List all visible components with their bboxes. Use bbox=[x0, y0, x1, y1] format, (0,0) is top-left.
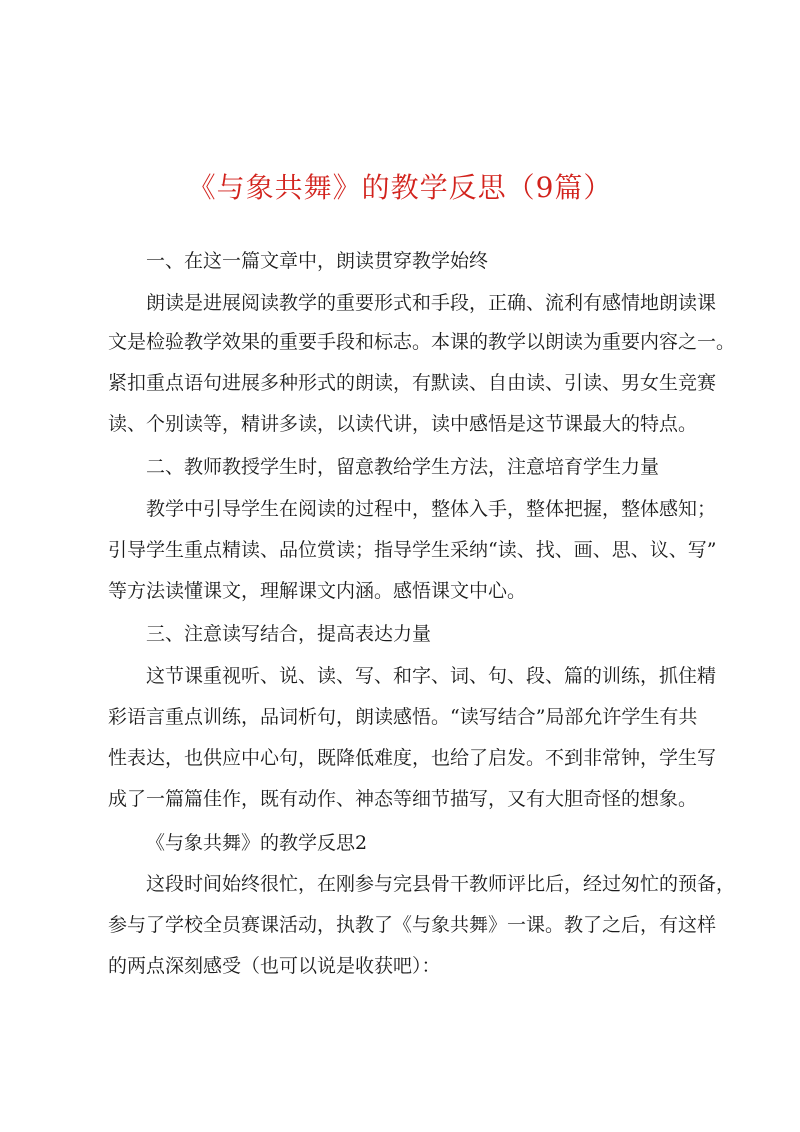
paragraph-line: 读、个别读等，精讲多读，以读代讲，读中感悟是这节课最大的特点。 bbox=[108, 413, 698, 435]
paragraph-line: 文是检验教学效果的重要手段和标志。本课的教学以朗读为重要内容之一。 bbox=[108, 331, 736, 353]
paragraph-line: 等方法读懂课文，理解课文内涵。感悟课文中心。 bbox=[108, 580, 527, 602]
section-heading: 三、注意读写结合，提高表达力量 bbox=[146, 623, 432, 645]
section-heading: 二、教师教授学生时，留意教给学生方法，注意培育学生力量 bbox=[146, 456, 660, 478]
paragraph-line: 朗读是进展阅读教学的重要形式和手段，正确、流利有感情地朗读课 bbox=[146, 292, 717, 314]
section-heading: 一、在这一篇文章中，朗读贯穿教学始终 bbox=[146, 250, 489, 272]
paragraph-line: 紧扣重点语句进展多种形式的朗读，有默读、自由读、引读、男女生竞赛 bbox=[108, 372, 717, 394]
paragraph-line: 性表达，也供应中心句，既降低难度，也给了启发。不到非常钟，学生写 bbox=[108, 747, 717, 769]
paragraph-line: 这段时间始终很忙，在刚参与完县骨干教师评比后，经过匆忙的预备， bbox=[146, 873, 736, 895]
paragraph-line: 这节课重视听、说、读、写、和字、词、句、段、篇的训练，抓住精 bbox=[146, 665, 717, 687]
paragraph-line: 彩语言重点训练，品词析句，朗读感悟。“读写结合”局部允许学生有共 bbox=[108, 706, 698, 728]
paragraph-line: 的两点深刻感受（也可以说是收获吧）： bbox=[108, 955, 441, 977]
paragraph-line: 成了一篇篇佳作，既有动作、神态等细节描写，又有大胆奇怪的想象。 bbox=[108, 788, 698, 810]
paragraph-line: 教学中引导学生在阅读的过程中，整体入手，整体把握，整体感知； bbox=[146, 498, 717, 520]
sub-title: 《与象共舞》的教学反思2 bbox=[146, 832, 368, 854]
paragraph-line: 引导学生重点精读、品位赏读；指导学生采纳“读、找、画、思、议、写” bbox=[108, 539, 717, 561]
document-title: 《与象共舞》的教学反思（9篇） bbox=[187, 171, 613, 204]
paragraph-line: 参与了学校全员赛课活动，执教了《与象共舞》一课。教了之后，有这样 bbox=[108, 914, 717, 936]
